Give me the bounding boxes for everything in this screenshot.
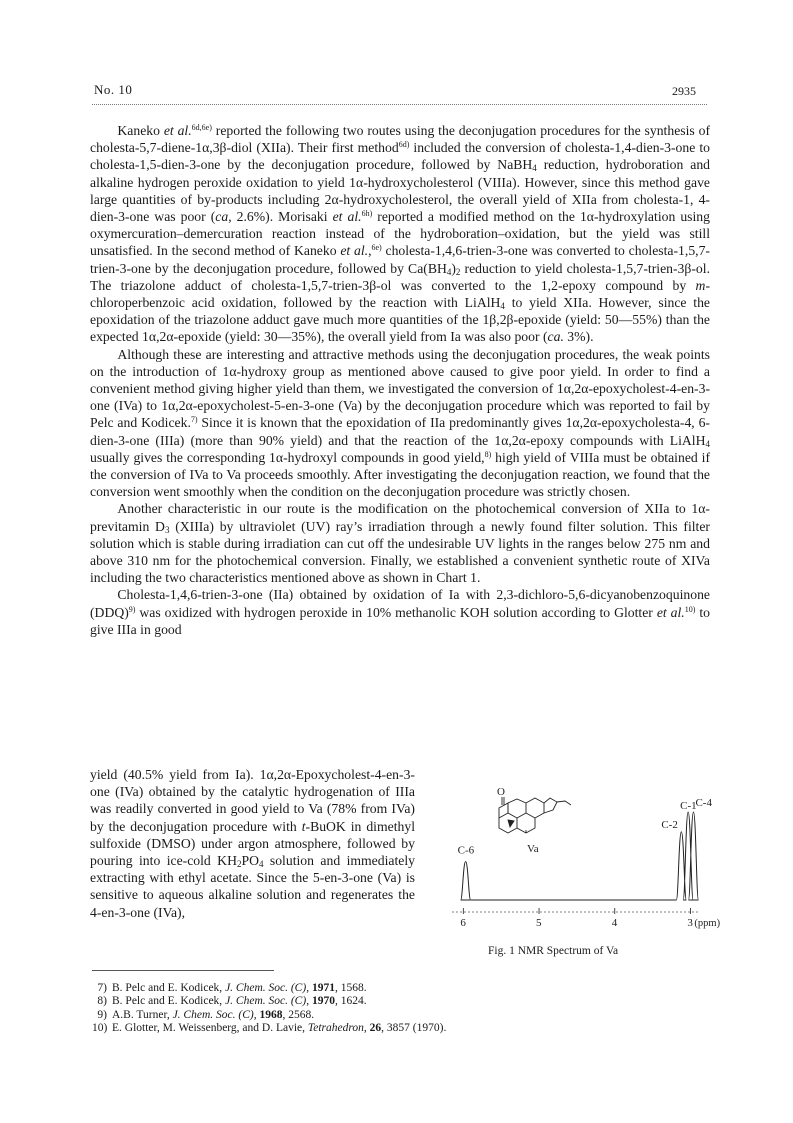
paragraph-kaneko-routes: Kaneko et al.$^{6d,6e)}$ reported the following two routes using the deconjugation procedures for the synthesis of cholesta-5,7-diene-1α,3β-diol (XIIa). Their first method$^{6d)}$ included the conversion of cholesta-1,4-dien-3-one to cholesta-1,5-dien-3-one by the deconjugation procedure, followed by NaBH$_4$ reduction, hydroboration and alkaline hydrogen peroxide oxidation to yield 1α-hydroxycholesterol (VIIIa). However, since this method gave large quantities of by-products including 2α-hydroxycholesterol, the overall yield of XIIa from cholesta-1, 4-dien-3-one was poor (ca, 2.6%). Morisaki et al.$^{6h)}$ reported a modified method on the 1α-hydroxylation using oxymercuration–demercuration reaction instead of the hydroboration–oxidation, but the yield was still unsatisfied. In the second method of Kaneko et al.,$^{6e)}$ cholesta-1,4,6-trien-3-one was converted to cholesta-1,5,7-trien-3-one by the deconjugation procedure, followed by $Ca(BH_4)_2$ reduction to yield cholesta-1,5,7-trien-3β-ol. The triazolone adduct of cholesta-1,5,7-trien-3β-ol was converted to the 1,2-epoxy compound by m-chloroperbenzoic acid oxidation, followed by the reaction with LiAlH$_4$ to yield XIIa. However, since the epoxidation of the triazolone adduct gave much more quantities of the 1β,2β-epoxide (yield: 50—55%) than the expected 1α,2α-epoxide (yield: 30—35%), the overall yield from Ia was also poor (ca. 3%). <box>90 123 711 345</box>
axis-tick-label: 4 <box>611 917 618 929</box>
page-number: 2935 <box>672 84 696 98</box>
paragraph-deconjugation-weakness: Although these are interesting and attractive methods using the deconjugation procedures, the weak points on the introduction of 1α-hydroxy group as mentioned above caused to give poor yield. In order to find a convenient method giving higher yield than them, we investigated the conversion of 1α,2α-epoxycholest-4-en-3-one (IVa) to 1α,2α-epoxycholest-5-en-3-one (Va) by the deconjugation procedure which was reported to fail by Pelc and Kodicek.$^{7)}$ Since it is known that the epoxidation of IIa predominantly gives 1α,2α-epoxycholesta-4, 6-dien-3-one (IIIa) (more than 90% yield) and that the reaction of the 1α,2α-epoxy compounds with LiAlH$_4$ usually gives the corresponding 1α-hydroxyl compounds in good yield,$^{8)}$ high yield of VIIIa must be obtained if the conversion of IVa to Va proceeds smoothly. After investigating the deconjugation reaction, we found that the conversion went smoothly when the condition on the deconjugation procedure was strictly chosen. <box>90 346 710 500</box>
peak-label-c-6: C-6 <box>457 844 475 857</box>
ppm-axis <box>452 908 721 929</box>
figure-caption: Fig. 1 NMR Spectrum of Va <box>488 945 619 957</box>
footnote-item: 9) A.B. Turner, J. Chem. Soc. (C), 1968, 2568. <box>97 1008 315 1021</box>
main-body-text <box>90 122 710 638</box>
svg-text:O: O <box>497 786 505 798</box>
footnote-item: 8) B. Pelc and E. Kodicek, J. Chem. Soc. (C), 1970, 1624. <box>97 995 367 1008</box>
compound-label: Va <box>527 843 539 855</box>
compound-structure <box>499 797 571 833</box>
header-divider <box>92 104 707 105</box>
peak-label-c-4: C-4 <box>695 797 712 809</box>
axis-tick-label: 3 <box>687 917 693 929</box>
axis-unit-label: (ppm) <box>694 918 721 929</box>
footnotes <box>92 982 712 1036</box>
nmr-peaks <box>458 797 713 900</box>
wrapped-body-text <box>90 766 415 921</box>
paragraph-photochemical-conversion: Another characteristic in our route is the modification on the photochemical conversion of XIIa to 1α-previtamin $D_3$ (XIIIa) by ultraviolet (UV) ray’s irradiation through a newly found filter solution. This filter solution which is stable during irradiation can cut off the undesirable UV lights in the ranges below 275 nm and above 310 nm for the photochemical conversion. Finally, we established a convenient synthetic route of XIVa including the two characteristics mentioned above as shown in Chart 1. <box>90 501 710 586</box>
nmr-figure <box>440 775 721 960</box>
peak-label-c-1: C-1 <box>680 800 697 812</box>
paragraph-cholestatrienone-oxidation: Cholesta-1,4,6-trien-3-one (IIa) obtained by oxidation of Ia with 2,3-dichloro-5,6-dicyanobenzoquinone (DDQ)$^{9)}$ was oxidized with hydrogen peroxide in 10% methanolic KOH solution according to Glotter et al.$^{10)}$ to give IIIa in good <box>90 587 710 637</box>
journal-issue: No. 10 <box>94 82 133 97</box>
paragraph-epoxycholestenone: yield (40.5% yield from Ia). 1α,2α-Epoxycholest-4-en-3-one (IVa) obtained by the catalytic hydrogenation of IIIa was readily converted in good yield to Va (78% from IVa) by the deconjugation procedure with t-BuOK in dimethyl sulfoxide (DMSO) under argon atmosphere, followed by pouring into ice-cold $KH_2PO_4$ solution and immediately extracting with ethyl acetate. Since the 5-en-3-one (Va) is sensitive to aqueous alkaline solution and regenerates the 4-en-3-one (IVa), <box>90 767 415 920</box>
footnote-divider <box>92 970 274 971</box>
peak-label-c-2: C-2 <box>661 818 678 831</box>
axis-tick-label: 5 <box>536 917 542 929</box>
nmr-spectrum-plot <box>440 775 721 960</box>
footnote-item: 10) E. Glotter, M. Weissenberg, and D. Lavie, Tetrahedron, 26, 3857 (1970). <box>92 1022 447 1035</box>
footnote-item: 7) B. Pelc and E. Kodicek, J. Chem. Soc. (C), 1971, 1568. <box>97 982 367 994</box>
axis-tick-label: 6 <box>460 917 466 929</box>
